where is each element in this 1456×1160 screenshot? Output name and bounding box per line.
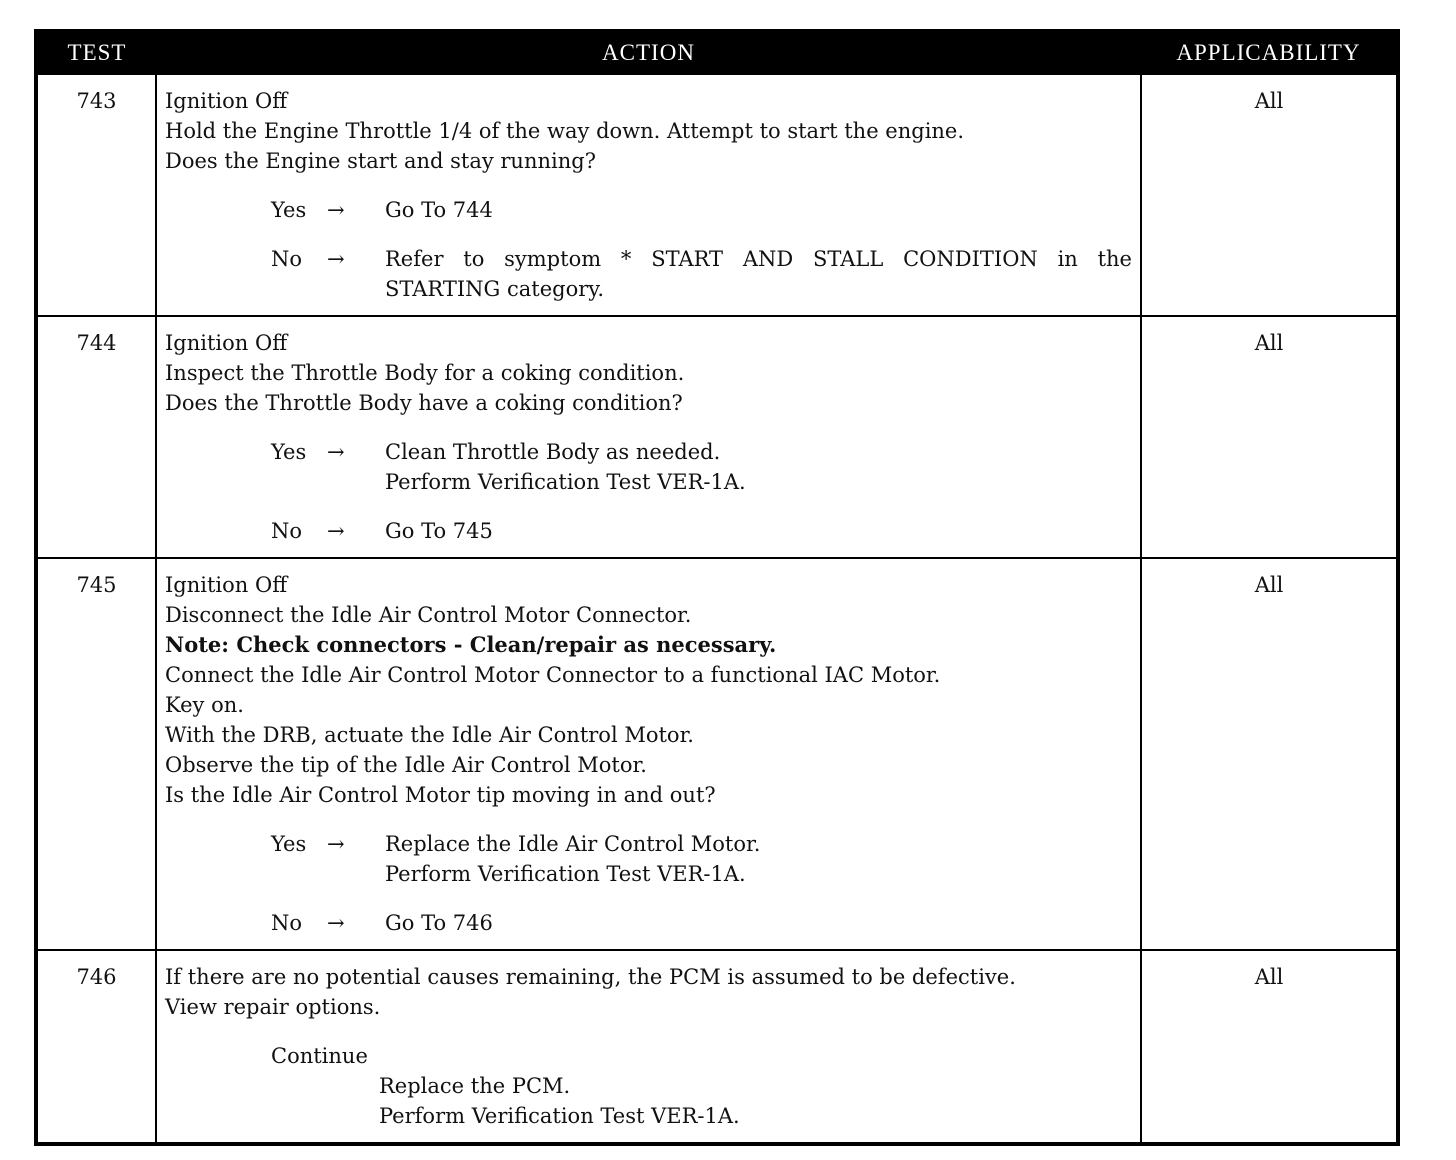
test-number: 746 xyxy=(36,950,156,1144)
note-line: Note: Check connectors - Clean/repair as necessary. xyxy=(165,632,777,657)
yes-result: Perform Verification Test VER-1A. xyxy=(385,470,746,494)
action-line: Ignition Off xyxy=(165,89,288,113)
yes-label: Yes xyxy=(271,832,307,856)
action-line: Hold the Engine Throttle 1/4 of the way down. Attempt to start the engine. xyxy=(165,119,965,143)
action-cell xyxy=(156,316,1141,558)
action-line: Ignition Off xyxy=(165,573,288,597)
applicability-value: All xyxy=(1141,558,1398,950)
header-test: TEST xyxy=(36,31,156,74)
table-row xyxy=(36,558,1398,950)
action-line: Ignition Off xyxy=(165,331,288,355)
table-header-row xyxy=(36,31,1398,74)
table-row xyxy=(36,74,1398,316)
yes-result: Go To 744 xyxy=(385,198,493,222)
action-cell xyxy=(156,950,1141,1144)
right-arrow-icon: → xyxy=(327,832,345,856)
applicability-value: All xyxy=(1141,316,1398,558)
no-result: Go To 745 xyxy=(385,519,493,543)
action-line: View repair options. xyxy=(165,995,381,1019)
action-cell xyxy=(156,74,1141,316)
action-line: Is the Idle Air Control Motor tip moving in and out? xyxy=(165,783,716,807)
right-arrow-icon: → xyxy=(327,198,345,222)
continue-result: Replace the PCM. xyxy=(379,1074,571,1098)
yes-result: Perform Verification Test VER-1A. xyxy=(385,862,746,886)
right-arrow-icon: → xyxy=(327,440,345,464)
action-line: Disconnect the Idle Air Control Motor Connector. xyxy=(165,603,692,627)
test-number: 743 xyxy=(36,74,156,316)
continue-result: Perform Verification Test VER-1A. xyxy=(379,1104,740,1128)
yes-result: Clean Throttle Body as needed. xyxy=(385,440,721,464)
action-line: Inspect the Throttle Body for a coking condition. xyxy=(165,361,685,385)
no-result: STARTING category. xyxy=(385,277,605,301)
table-row xyxy=(36,316,1398,558)
yes-label: Yes xyxy=(271,440,307,464)
action-line: Observe the tip of the Idle Air Control Motor. xyxy=(165,753,647,777)
action-line: With the DRB, actuate the Idle Air Control Motor. xyxy=(165,723,694,747)
applicability-value: All xyxy=(1141,74,1398,316)
test-number: 745 xyxy=(36,558,156,950)
right-arrow-icon: → xyxy=(327,911,345,935)
continue-label: Continue xyxy=(271,1044,368,1068)
right-arrow-icon: → xyxy=(327,247,345,271)
no-result: Refer to symptom * START AND STALL CONDITION in the xyxy=(385,247,1132,271)
applicability-value: All xyxy=(1141,950,1398,1144)
no-label: No xyxy=(271,519,303,543)
diagnostic-test-table xyxy=(34,29,1400,1146)
action-line: Does the Engine start and stay running? xyxy=(165,149,596,173)
action-line: Key on. xyxy=(165,693,244,717)
action-line: Connect the Idle Air Control Motor Connector to a functional IAC Motor. xyxy=(165,663,941,687)
continue-option xyxy=(271,1041,1132,1131)
yes-result: Replace the Idle Air Control Motor. xyxy=(385,832,761,856)
yes-option xyxy=(271,437,1132,497)
header-action: ACTION xyxy=(156,31,1141,74)
no-result: Go To 746 xyxy=(385,911,493,935)
yes-option xyxy=(271,829,1132,889)
right-arrow-icon: → xyxy=(327,519,345,543)
no-option xyxy=(271,244,1132,304)
header-applicability: APPLICABILITY xyxy=(1141,31,1398,74)
no-label: No xyxy=(271,247,303,271)
test-number: 744 xyxy=(36,316,156,558)
no-option xyxy=(271,516,1132,546)
yes-option xyxy=(271,195,1132,225)
no-option xyxy=(271,908,1132,938)
yes-label: Yes xyxy=(271,198,307,222)
table-row xyxy=(36,950,1398,1144)
action-line: If there are no potential causes remaining, the PCM is assumed to be defective. xyxy=(165,965,1016,989)
action-line: Does the Throttle Body have a coking condition? xyxy=(165,391,683,415)
no-label: No xyxy=(271,911,303,935)
action-cell xyxy=(156,558,1141,950)
